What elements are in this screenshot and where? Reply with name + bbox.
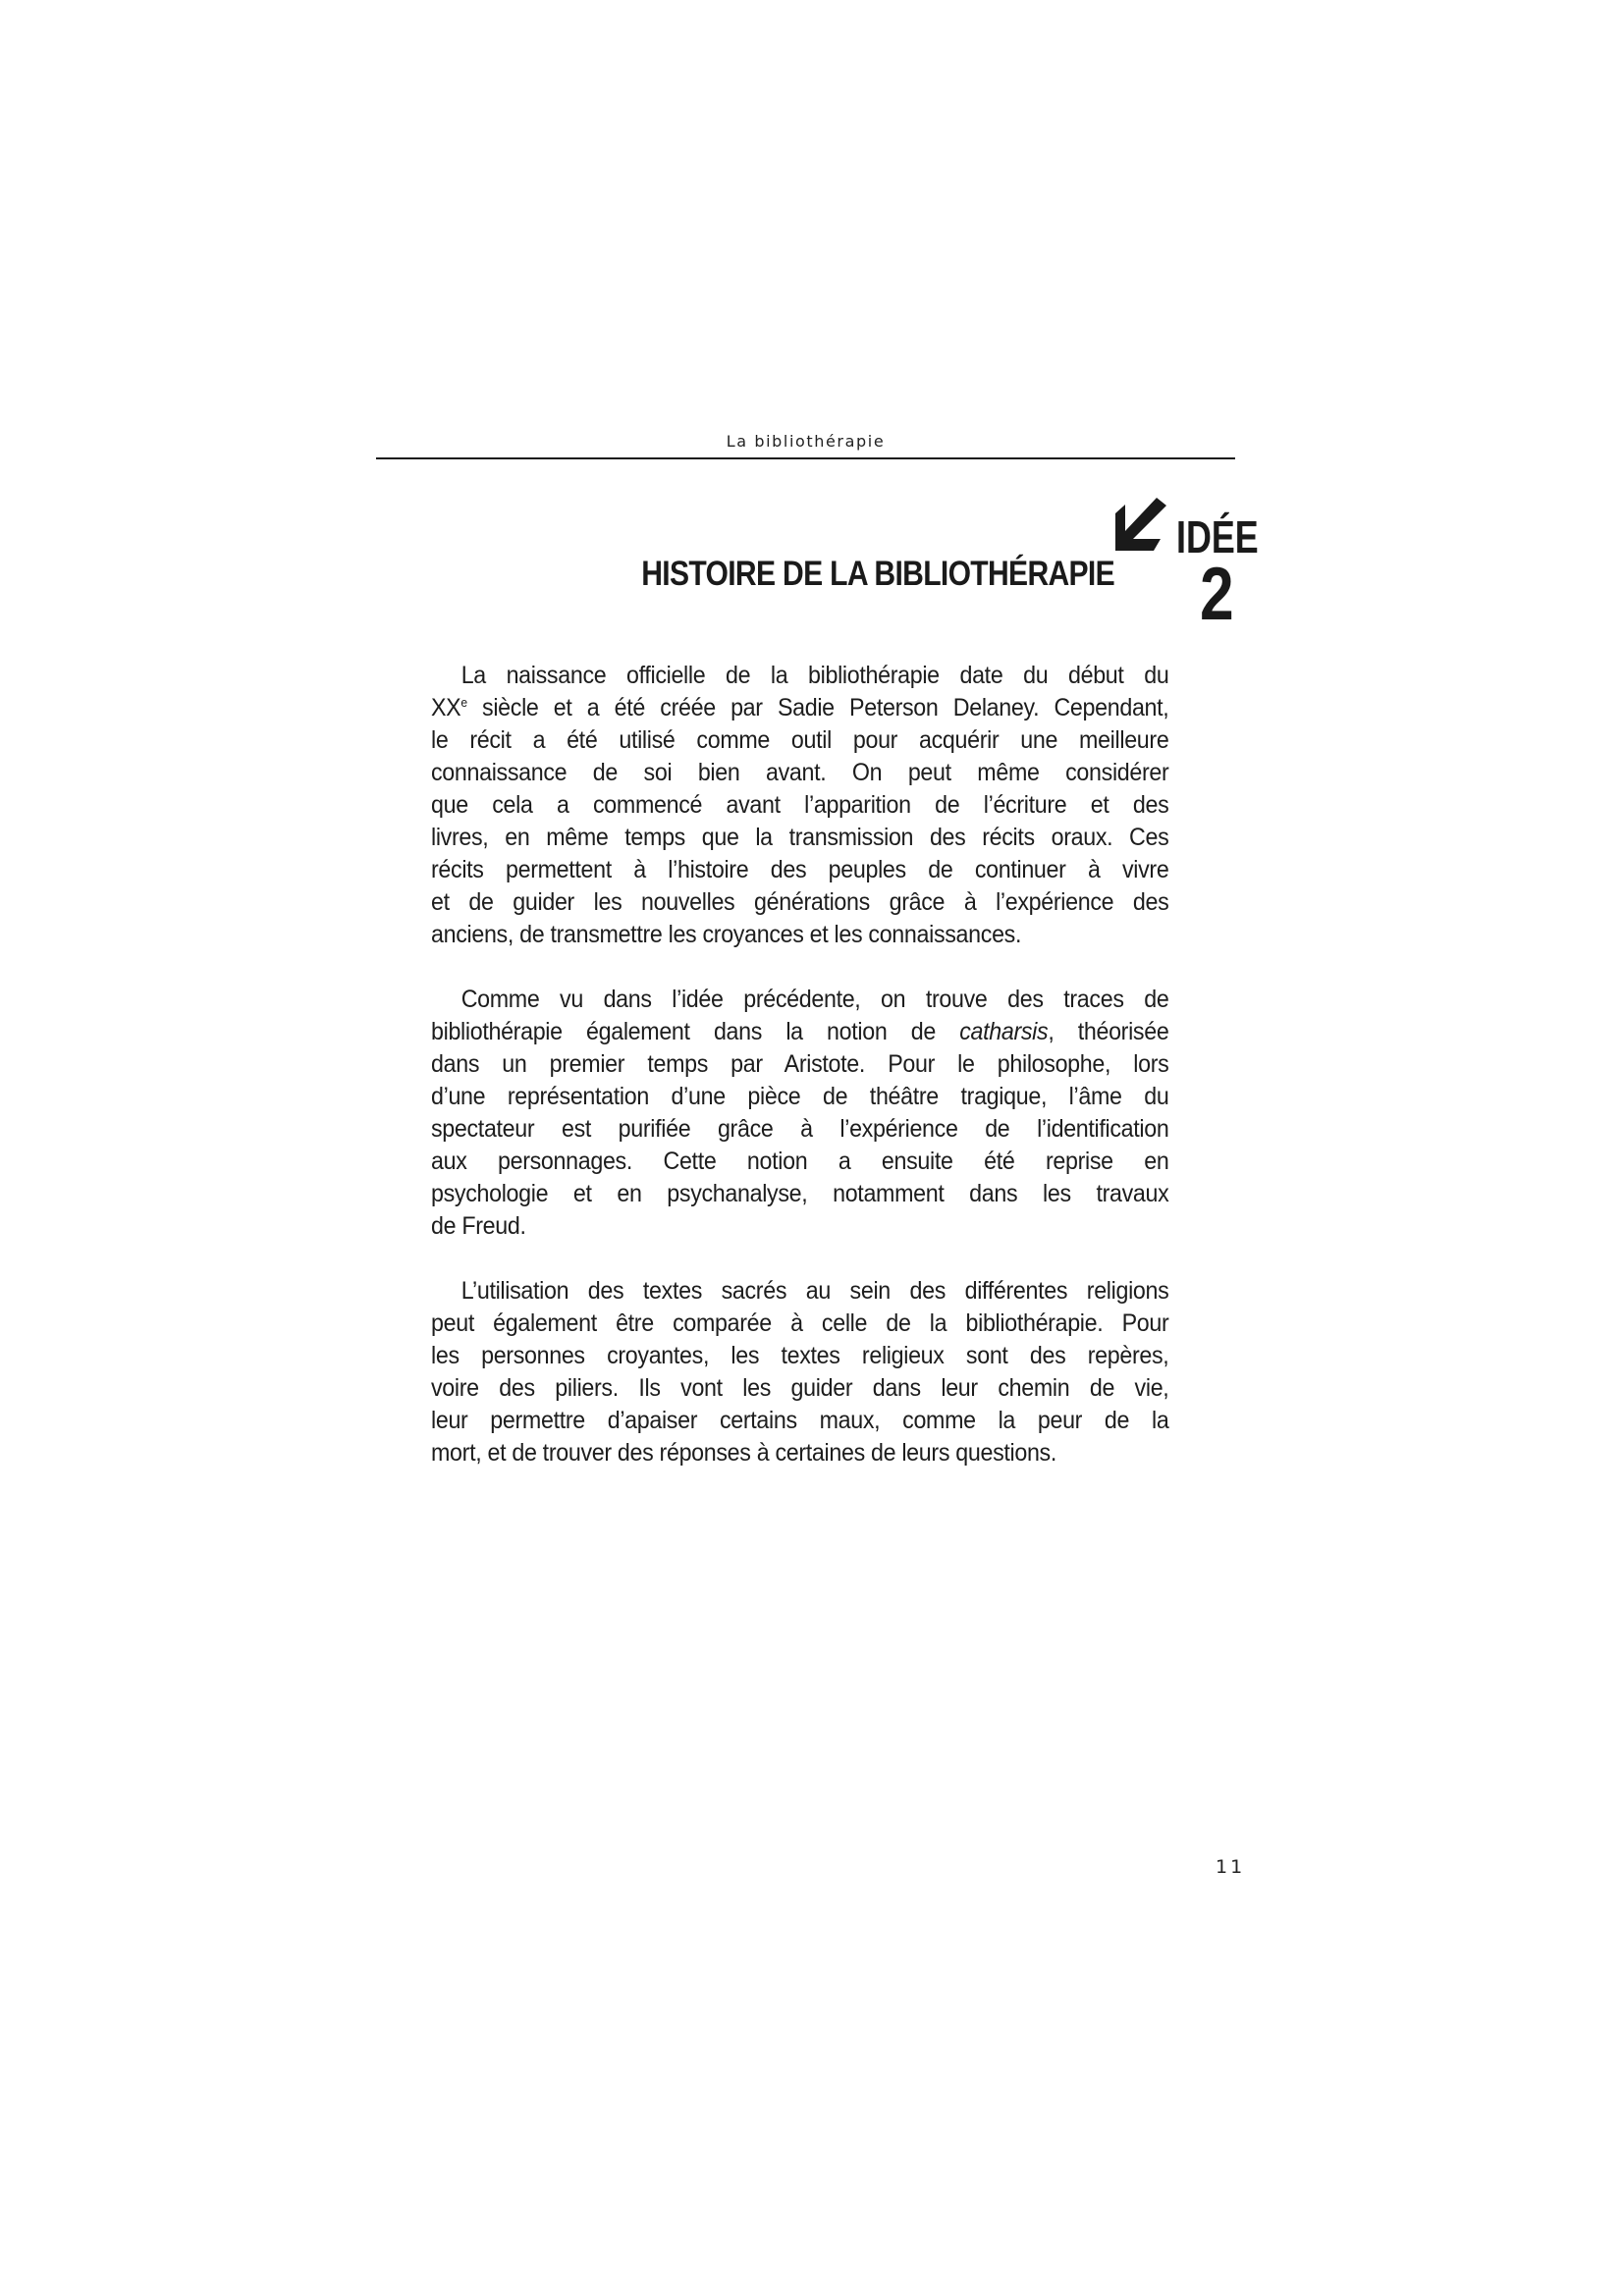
text-line: voire des piliers. Ils vont les guider dans leur chemin de vie, bbox=[431, 1374, 1169, 1402]
text-line: psychologie et en psychanalyse, notamment dans les travaux bbox=[431, 1180, 1169, 1207]
text-line: dans un premier temps par Aristote. Pour le philosophe, lors bbox=[431, 1050, 1169, 1078]
chapter-title: HISTOIRE DE LA BIBLIOTHÉRAPIE bbox=[641, 555, 1114, 593]
text-line: peut également être comparée à celle de la bibliothérapie. Pour bbox=[431, 1309, 1169, 1337]
text-line bbox=[431, 692, 1168, 724]
text-fragment: bibliothérapie également dans la notion de bbox=[431, 1018, 960, 1045]
text-line: leur permettre d’apaiser certains maux, comme la peur de la bbox=[431, 1407, 1169, 1434]
text-fragment: siècle et a été créée par Sadie Peterson Delaney. Cependant, bbox=[466, 694, 1169, 721]
text-line: le récit a été utilisé comme outil pour acquérir une meilleure bbox=[431, 726, 1169, 754]
text-line: et de guider les nouvelles générations grâce à l’expérience des bbox=[431, 888, 1169, 916]
text-line: les personnes croyantes, les textes religieux sont des repères, bbox=[431, 1342, 1169, 1369]
text-line: anciens, de transmettre les croyances et les connaissances. bbox=[431, 921, 1022, 948]
text-line: spectateur est purifiée grâce à l’expérience de l’identification bbox=[431, 1115, 1169, 1143]
text-line: mort, et de trouver des réponses à certaines de leurs questions. bbox=[431, 1439, 1056, 1467]
idea-number: 2 bbox=[1200, 553, 1234, 636]
text-line: livres, en même temps que la transmission des récits oraux. Ces bbox=[431, 824, 1169, 851]
paragraph-2 bbox=[431, 984, 1169, 1243]
running-header: La bibliothérapie bbox=[726, 432, 886, 451]
arrow-down-left-icon bbox=[1113, 496, 1168, 553]
header-rule bbox=[376, 457, 1235, 459]
text-line: que cela a commencé avant l’apparition de l’écriture et des bbox=[431, 791, 1169, 819]
text-line: connaissance de soi bien avant. On peut même considérer bbox=[431, 759, 1169, 786]
text-line: récits permettent à l’histoire des peuples de continuer à vivre bbox=[431, 856, 1169, 883]
text-line bbox=[431, 1016, 1168, 1048]
text-line: Comme vu dans l’idée précédente, on trouve des traces de bbox=[460, 986, 1169, 1013]
text-line: aux personnages. Cette notion a ensuite été reprise en bbox=[431, 1148, 1169, 1175]
text-fragment: , théorisée bbox=[1048, 1018, 1169, 1045]
italic-term: catharsis bbox=[959, 1018, 1049, 1045]
text-line: d’une représentation d’une pièce de théâtre tragique, l’âme du bbox=[431, 1083, 1169, 1110]
superscript: e bbox=[460, 695, 467, 710]
body-text bbox=[431, 660, 1169, 1502]
paragraph-1 bbox=[431, 660, 1169, 951]
text-line: de Freud. bbox=[431, 1212, 526, 1240]
paragraph-3 bbox=[431, 1275, 1169, 1469]
text-line: L’utilisation des textes sacrés au sein des différentes religions bbox=[460, 1277, 1169, 1305]
text-line: La naissance officielle de la bibliothérapie date du début du bbox=[460, 662, 1169, 689]
page-number: 11 bbox=[1216, 1856, 1246, 1878]
idea-label: IDÉE bbox=[1176, 511, 1259, 562]
text-fragment: XX bbox=[431, 694, 461, 721]
